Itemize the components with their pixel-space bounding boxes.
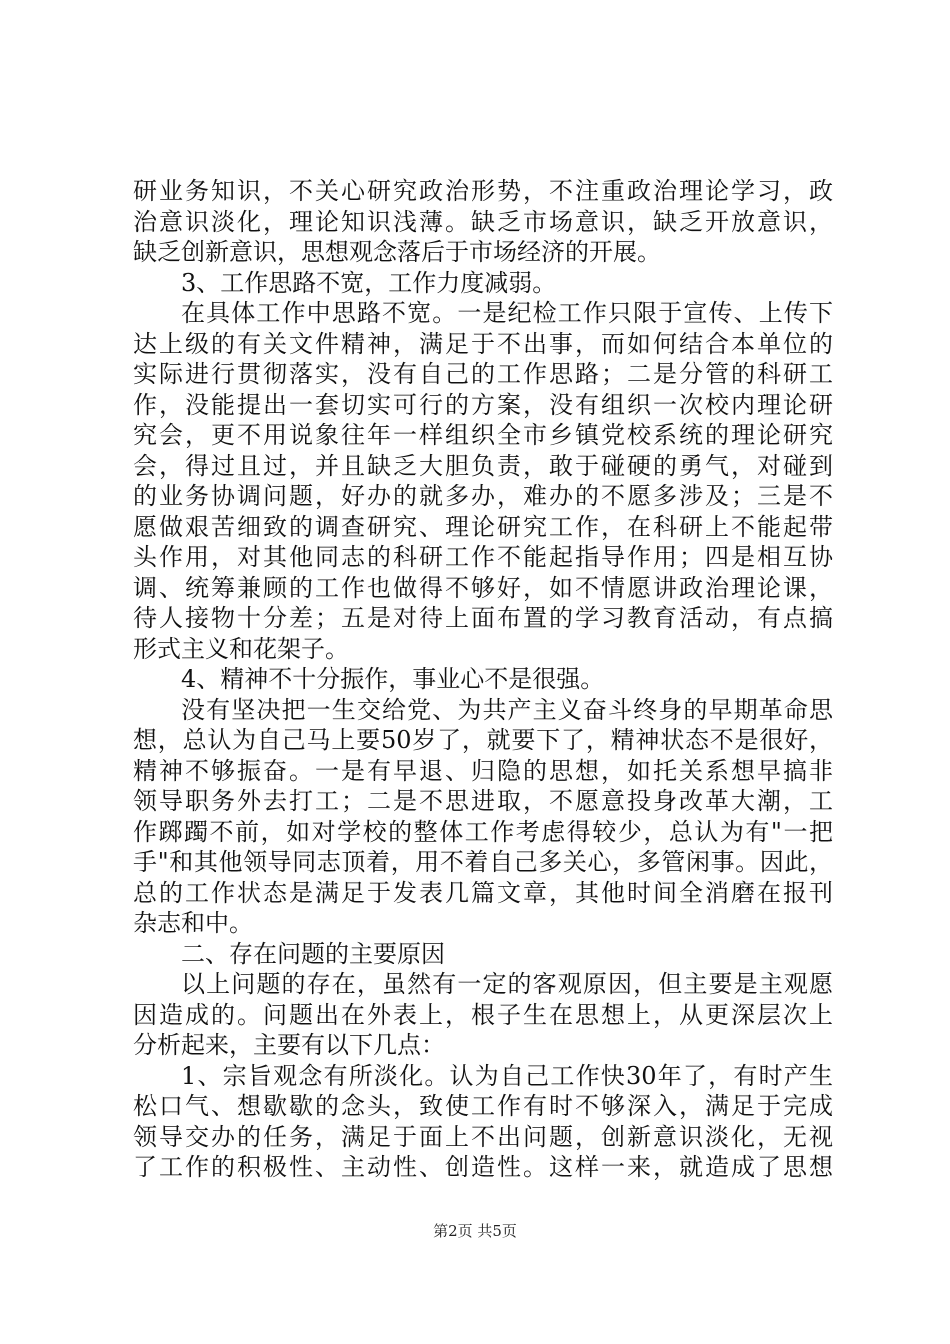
- text-line: 分析起来，主要有以下几点：: [133, 1031, 445, 1059]
- text-line: 调、统筹兼顾的工作也做得不够好，如不情愿讲政治理论课，: [133, 573, 833, 602]
- text-line: 会，得过且过，并且缺乏大胆负责，敢于碰硬的勇气，对碰到: [133, 451, 833, 480]
- text-line: 待人接物十分差；五是对待上面布置的学习教育活动，有点搞: [133, 604, 833, 632]
- text-line: 领导职务外去打工；二是不思进取，不愿意投身改革大潮，工: [133, 787, 833, 815]
- text-line: 精神不够振奋。一是有早退、归隐的思想，如托关系想早搞非: [133, 756, 833, 785]
- text-line: 没有坚决把一生交给党、为共产主义奋斗终身的早期革命思: [181, 695, 833, 724]
- text-line: 4、精神不十分振作，事业心不是很强。: [181, 665, 605, 693]
- text-line: 领导交办的任务，满足于面上不出问题，创新意识淡化，无视: [133, 1122, 833, 1151]
- text-line: 达上级的有关文件精神，满足于不出事，而如何结合本单位的: [133, 329, 833, 358]
- text-line: 二、存在问题的主要原因: [181, 939, 445, 968]
- text-line: 研业务知识，不关心研究政治形势，不注重政治理论学习，政: [133, 177, 833, 205]
- text-line: 以上问题的存在，虽然有一定的客观原因，但主要是主观愿: [181, 970, 833, 998]
- text-line: 的业务协调问题，好办的就多办，难办的不愿多涉及；三是不: [133, 482, 833, 510]
- text-line: 想，总认为自己马上要50岁了，就要下了，精神状态不是很好，: [133, 726, 833, 754]
- text-line: 因造成的。问题出在外表上，根子生在思想上，从更深层次上: [133, 1000, 833, 1029]
- text-line: 1、宗旨观念有所淡化。认为自己工作快30年了，有时产生: [181, 1061, 833, 1090]
- text-line: 究会，更不用说象往年一样组织全市乡镇党校系统的理论研究: [133, 421, 833, 449]
- text-line: 缺乏创新意识，思想观念落后于市场经济的开展。: [133, 238, 661, 266]
- text-line: 杂志和中。: [133, 909, 253, 937]
- document-body: [133, 176, 833, 1183]
- text-line: 作，没能提出一套切实可行的方案，没有组织一次校内理论研: [133, 390, 833, 419]
- text-line: 手"和其他领导同志顶着，用不着自己多关心，多管闲事。因此，: [133, 848, 833, 876]
- text-line: 了工作的积极性、主动性、创造性。这样一来，就造成了思想: [133, 1153, 833, 1181]
- text-line: 头作用，对其他同志的科研工作不能起指导作用；四是相互协: [133, 543, 833, 571]
- text-line: 在具体工作中思路不宽。一是纪检工作只限于宣传、上传下: [181, 299, 833, 327]
- text-line: 作踯躅不前，如对学校的整体工作考虑得较少，总认为有"一把: [133, 817, 833, 846]
- text-line: 实际进行贯彻落实，没有自己的工作思路；二是分管的科研工: [133, 360, 833, 388]
- text-line: 形式主义和花架子。: [133, 634, 349, 663]
- text-line: 愿做艰苦细致的调查研究、理论研究工作，在科研上不能起带: [133, 512, 833, 541]
- page-footer: 第2页 共5页: [433, 1222, 517, 1240]
- text-line: 治意识淡化，理论知识浅薄。缺乏市场意识，缺乏开放意识，: [133, 207, 833, 236]
- text-line: 松口气、想歇歇的念头，致使工作有时不够深入，满足于完成: [133, 1092, 833, 1120]
- text-line: 3、工作思路不宽，工作力度减弱。: [181, 268, 557, 297]
- text-line: 总的工作状态是满足于发表几篇文章，其他时间全消磨在报刊: [133, 878, 833, 907]
